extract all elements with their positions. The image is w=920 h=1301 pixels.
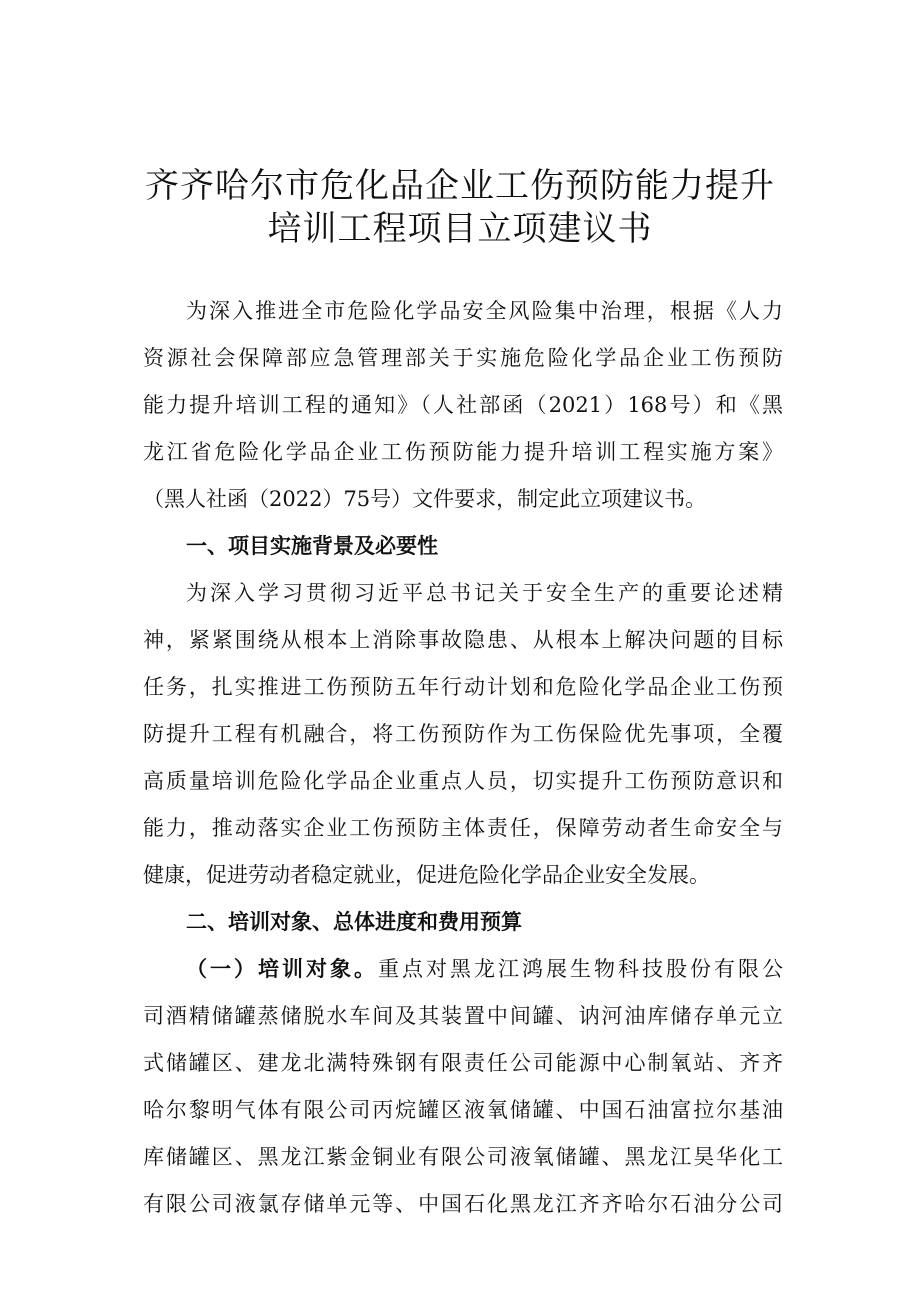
intro-line: 能力提升培训工程的通知》（人社部函（2021）168号）和《黑 xyxy=(143,393,783,417)
section-1-heading: 一、项目实施背景及必要性 xyxy=(186,533,438,558)
sub-1-text: 重点对黑龙江鸿展生物科技股份有限公 xyxy=(378,957,783,981)
section-1-line: 神，紧紧围绕从根本上消除事故隐患、从根本上解决问题的目标 xyxy=(143,628,783,652)
section-1-line: 高质量培训危险化学品企业重点人员，切实提升工伤预防意识和 xyxy=(143,769,783,793)
section-2-line: 哈尔黎明气体有限公司丙烷罐区液氧储罐、中国石油富拉尔基油 xyxy=(143,1098,783,1122)
section-2-sub-1-first-line xyxy=(186,951,783,987)
section-1-line: 防提升工程有机融合，将工伤预防作为工伤保险优先事项，全覆 xyxy=(143,722,783,746)
section-1-line: 任务，扎实推进工伤预防五年行动计划和危险化学品企业工伤预 xyxy=(143,675,783,699)
document-title-line-2: 培训工程项目立项建议书 xyxy=(267,209,653,249)
section-2-heading: 二、培训对象、总体进度和费用预算 xyxy=(186,909,522,934)
intro-line: （黑人社函（2022）75号）文件要求，制定此立项建议书。 xyxy=(143,487,707,511)
section-1-line: 健康，促进劳动者稳定就业，促进危险化学品企业安全发展。 xyxy=(143,863,710,887)
intro-line: 为深入推进全市危险化学品安全风险集中治理，根据《人力 xyxy=(186,299,783,323)
section-2-line: 有限公司液氯存储单元等、中国石化黑龙江齐齐哈尔石油分公司 xyxy=(143,1192,783,1216)
intro-line: 龙江省危险化学品企业工伤预防能力提升培训工程实施方案》 xyxy=(143,440,783,464)
section-1-line: 能力，推动落实企业工伤预防主体责任，保障劳动者生命安全与 xyxy=(143,816,783,840)
section-2-line: 式储罐区、建龙北满特殊钢有限责任公司能源中心制氧站、齐齐 xyxy=(143,1051,783,1075)
section-1-line: 为深入学习贯彻习近平总书记关于安全生产的重要论述精 xyxy=(186,581,783,605)
document-title-line-1: 齐齐哈尔市危化品企业工伤预防能力提升 xyxy=(145,166,775,206)
section-2-line: 司酒精储罐蒸储脱水车间及其装置中间罐、讷河油库储存单元立 xyxy=(143,1004,783,1028)
section-2-line: 库储罐区、黑龙江紫金铜业有限公司液氧储罐、黑龙江昊华化工 xyxy=(143,1145,783,1169)
sub-1-label: （一）培训对象。 xyxy=(186,956,378,981)
intro-line: 资源社会保障部应急管理部关于实施危险化学品企业工伤预防 xyxy=(143,346,783,370)
